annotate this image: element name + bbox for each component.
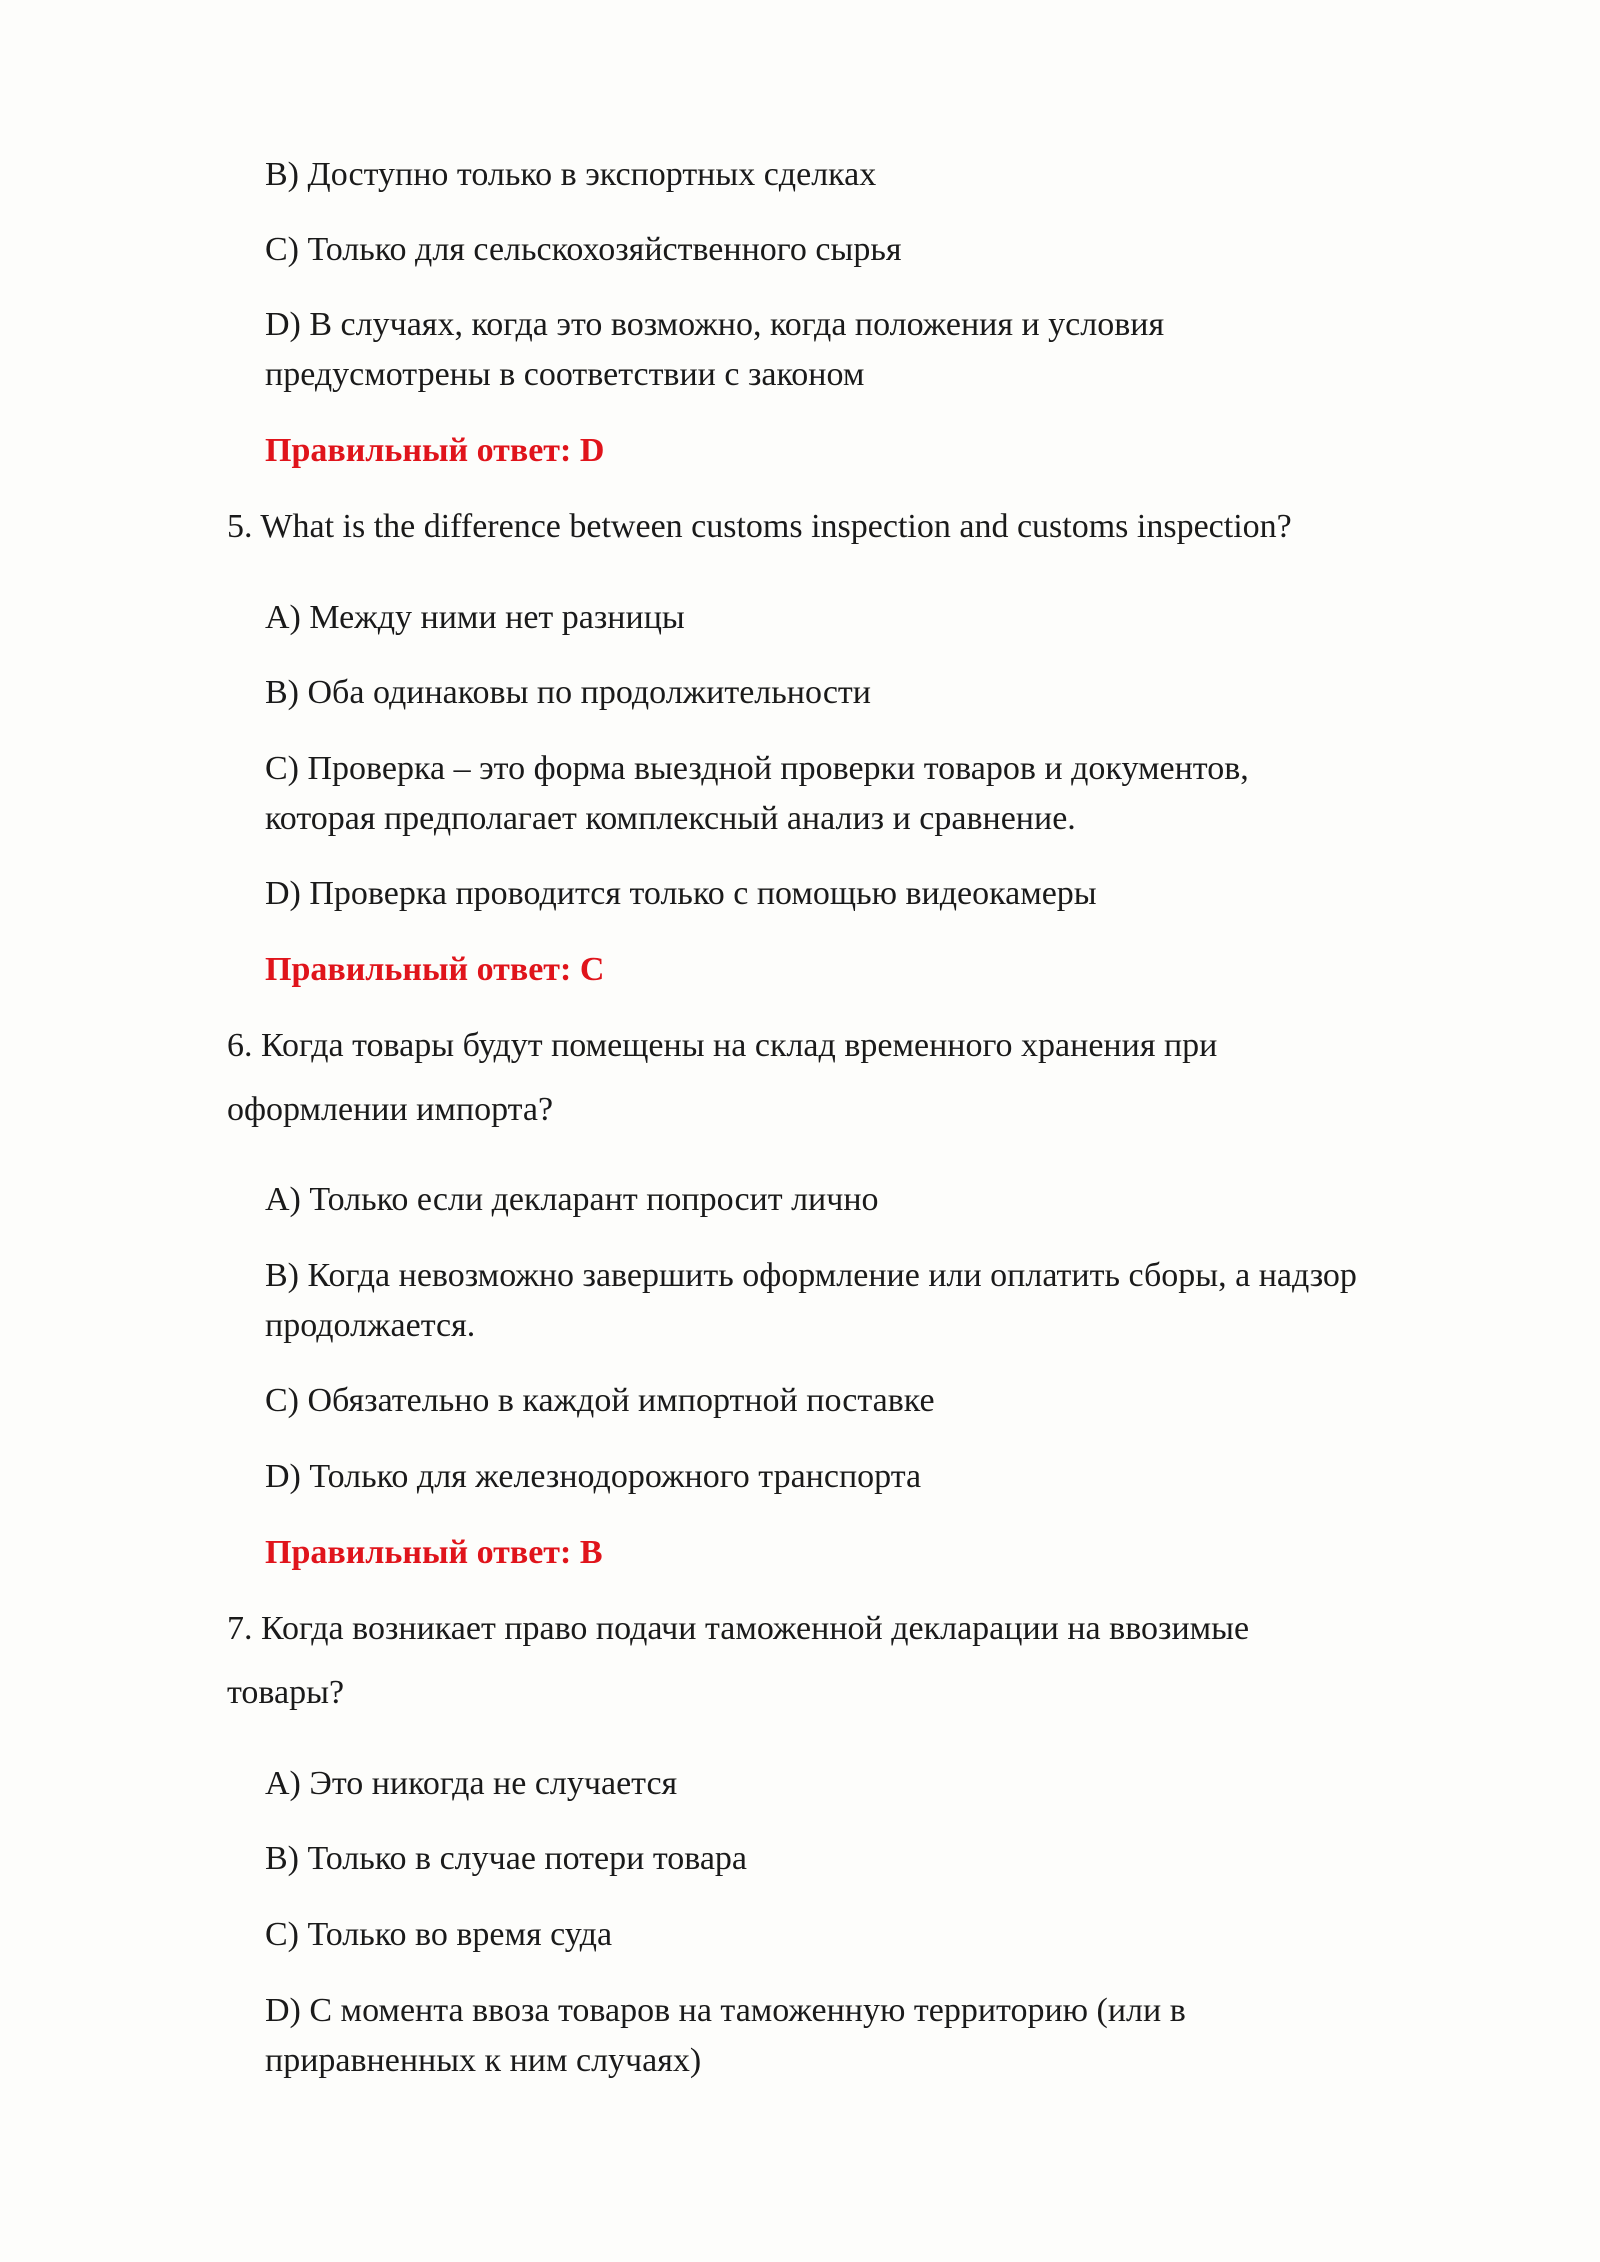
prev-option-d-line2: предусмотрены в соответствии с законом <box>265 356 865 393</box>
q6-option-d: D) Только для железнодорожного транспорта <box>265 1458 922 1495</box>
q6-question-line1: 6. Когда товары будут помещены на склад временного хранения при <box>227 1027 1218 1064</box>
q5-correct-answer: Правильный ответ: C <box>265 951 605 988</box>
q6-option-a: A) Только если декларант попросит лично <box>265 1181 879 1218</box>
q6-option-c: C) Обязательно в каждой импортной поставке <box>265 1382 935 1419</box>
q6-option-b-line1: B) Когда невозможно завершить оформление или оплатить сборы, а надзор <box>265 1257 1357 1294</box>
q6-correct-answer: Правильный ответ: B <box>265 1534 603 1571</box>
q6-question-line2: оформлении импорта? <box>227 1091 554 1128</box>
q7-option-d-line2: приравненных к ним случаях) <box>265 2042 702 2079</box>
q6-option-b-line2: продолжается. <box>265 1307 476 1344</box>
q5-option-b: B) Оба одинаковы по продолжительности <box>265 674 871 711</box>
prev-option-b: B) Доступно только в экспортных сделках <box>265 156 877 193</box>
prev-option-c: C) Только для сельскохозяйственного сырья <box>265 231 902 268</box>
q7-option-b: B) Только в случае потери товара <box>265 1840 748 1877</box>
q7-question-line1: 7. Когда возникает право подачи таможенной декларации на ввозимые <box>227 1610 1250 1647</box>
q7-option-a: A) Это никогда не случается <box>265 1765 678 1802</box>
prev-correct-answer: Правильный ответ: D <box>265 432 605 469</box>
q5-option-c-line1: C) Проверка – это форма выездной проверки товаров и документов, <box>265 750 1249 787</box>
q5-option-d: D) Проверка проводится только с помощью видеокамеры <box>265 875 1097 912</box>
prev-option-d-line1: D) В случаях, когда это возможно, когда положения и условия <box>265 306 1165 343</box>
q5-option-a: A) Между ними нет разницы <box>265 599 685 636</box>
q5-question: 5. What is the difference between customs inspection and customs inspection? <box>227 508 1292 545</box>
q5-option-c-line2: которая предполагает комплексный анализ и сравнение. <box>265 800 1076 837</box>
q7-option-d-line1: D) С момента ввоза товаров на таможенную территорию (или в <box>265 1992 1186 2029</box>
q7-option-c: C) Только во время суда <box>265 1916 613 1953</box>
q7-question-line2: товары? <box>227 1674 345 1711</box>
